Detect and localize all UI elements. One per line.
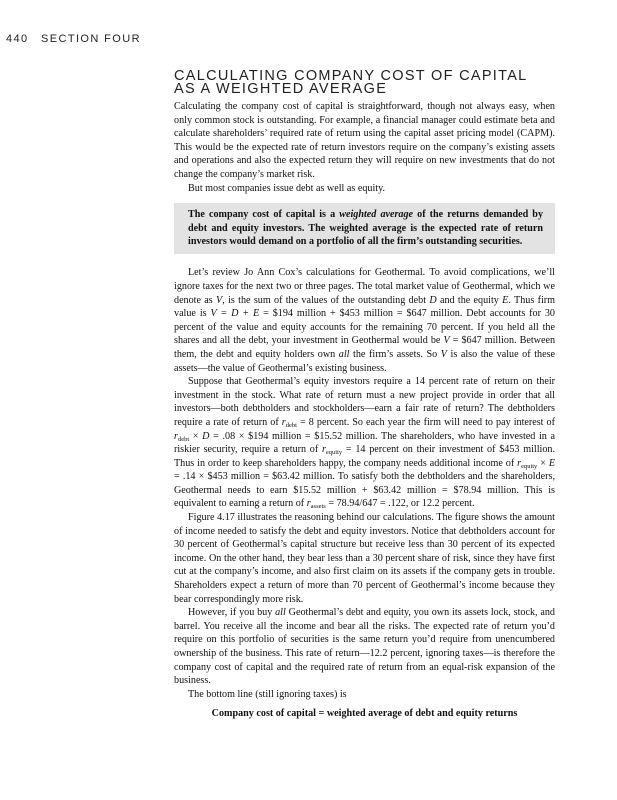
callout-text-b: of the returns demanded by debt and equity investors. The weighted average is the expected rate of return investors would demand on a portfolio of all the firm’s outstanding securities. [188,209,544,247]
conclusion-formula: Company cost of capital = weighted average of debt and equity returns [211,708,518,720]
callout-text-a: The company cost of capital is a [188,209,340,221]
section-title [174,70,564,96]
title-line-2: AS A WEIGHTED AVERAGE [174,81,388,97]
page-number: 440 [6,33,29,45]
running-header [6,33,141,45]
key-point-text [188,208,543,248]
title-line-1: CALCULATING COMPANY COST OF CAPITAL [174,68,528,84]
paragraph-geothermal-value: Let’s review Jo Ann Cox’s calculations for Geothermal. To avoid complications, we’ll ignore taxes for the next two or three pages. The total market value of Geothermal, which we denote as V, is the sum of the values of the outstanding debt D and the equity E. Thus firm value is V = D + E = $194 million + $453 million = $647 million. Debt accounts for 30 percent of the value and equity accounts for the remaining 70 percent. If you held all the shares and all the debt, your investment in Geothermal would be V = $647 million. Between them, the debt and equity holders own all the firm’s assets. So V is also the value of these assets—the value of Geothermal’s existing business. [174,267,556,374]
paragraph-bottom-line: The bottom line (still ignoring taxes) is [188,688,347,700]
paragraph-debt-note: But most companies issue debt as well as equity. [188,182,386,194]
paragraph-required-returns: Suppose that Geothermal’s equity investors require a 14 percent rate of return on their investment in the stock. What rate of return must a new project provide in order that all investors—both debtholders and stockholders—earn a fair rate of return? The debtholders require a rate of return of $r_{debt} = 8$ percent. So each year the firm will need to pay interest of $r_{debt} \times D = .08$ × $194 million = $15.52 million. The shareholders, who have invested in a riskier security, require a return of $r_{equity} = 14$ percent on their investment of $453 million. Thus in order to keep shareholders happy, the company needs additional income of $r_{equity} \times E = .14$ × $453 million = $63.42 million. To satisfy both the debtholders and the shareholders, Geothermal needs to earn $15.52 million + $63.42 million = $78.94 million. This is equivalent to earning a return of $r_{assets} = 78.94/647 = .122$, or 12.2 percent. [174,376,555,511]
paragraph-figure-reference: Figure 4.17 illustrates the reasoning behind our calculations. The figure shows the amount of income needed to satisfy the debt and equity investors. Notice that debtholders account for 30 percent of Geothermal’s capital structure but receive less than 30 percent of its expected income. On the other hand, they bear less than a 30 percent share of risk, since they have first cut at the company’s income, and also first claim on its assets if the company gets in trouble. Shareholders expect a return of more than 70 percent of Geothermal’s income because they bear correspondingly more risk. [174,512,555,605]
section-label: SECTION FOUR [41,33,141,45]
paragraph-intro: Calculating the company cost of capital is straightforward, though not always easy, when only common stock is outstanding. For example, a financial manager could estimate beta and calculate shareholders’ required rate of return using the capital asset pricing model (CAPM). This would be the expected rate of return investors require on the company’s existing assets and operations and also the expected return they will require on new investments that do not change the company’s market risk. [174,101,555,180]
paragraph-full-ownership: However, if you buy all Geothermal’s debt and equity, you own its assets lock, stock, and barrel. You receive all the income and bear all the risks. The expected rate of return you’d require on this portfolio of securities is the same return you’d require from unencumbered ownership of the business. This rate of return—12.2 percent, ignoring taxes—is therefore the company cost of capital and the required rate of return from an equal-risk expansion of the business. [174,607,555,687]
key-point-box [174,203,555,254]
body-text [174,100,555,721]
callout-emphasis: weighted average [339,209,414,221]
